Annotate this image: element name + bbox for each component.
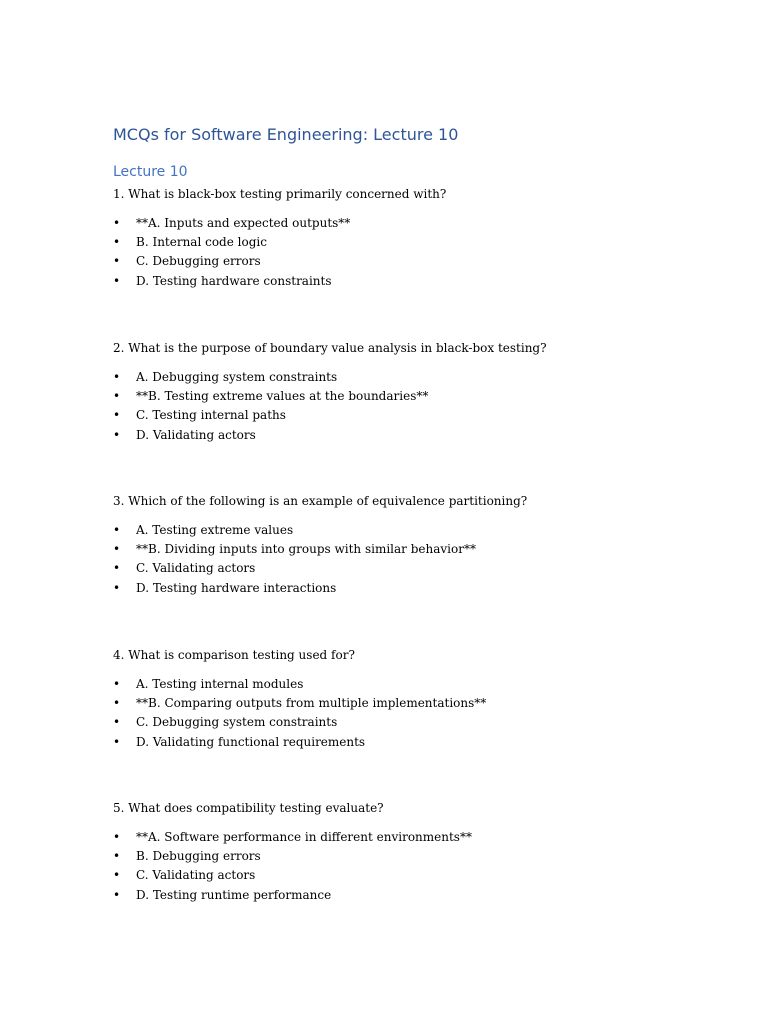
option-text: D. Testing runtime performance [136, 887, 332, 902]
question-1 [113, 184, 713, 291]
option-text: **A. Inputs and expected outputs** [136, 216, 351, 230]
question-text: 4. What is comparison testing used for? [113, 648, 355, 662]
option-text: A. Testing internal modules [136, 677, 304, 691]
option-item [113, 521, 713, 540]
bullet-icon: • [113, 580, 121, 595]
bullet-icon: • [113, 408, 121, 423]
option-item [113, 252, 713, 271]
option-text: C. Validating actors [136, 561, 256, 576]
option-text: C. Validating actors [136, 868, 256, 883]
option-text: C. Testing internal paths [136, 408, 286, 423]
option-item [113, 406, 713, 425]
option-text: D. Validating functional requirements [136, 734, 366, 749]
option-item [113, 233, 713, 252]
bullet-icon: • [113, 561, 121, 576]
option-item [113, 559, 713, 578]
question-text: 3. Which of the following is an example of equivalence partitioning? [113, 494, 528, 508]
option-item [113, 272, 713, 291]
bullet-icon: • [113, 734, 121, 749]
section-heading: Lecture 10 [113, 164, 188, 180]
option-item [113, 886, 713, 905]
option-text: C. Debugging errors [136, 254, 261, 269]
bullet-icon: • [113, 523, 121, 537]
option-text: D. Testing hardware interactions [136, 580, 337, 595]
question-text: 5. What does compatibility testing evaluate? [113, 801, 384, 815]
option-item [113, 847, 713, 866]
document-title: MCQs for Software Engineering: Lecture 10 [113, 125, 459, 144]
bullet-icon: • [113, 235, 121, 250]
option-list [113, 521, 713, 598]
bullet-icon: • [113, 696, 121, 711]
bullet-icon: • [113, 868, 121, 883]
option-list [113, 368, 713, 445]
bullet-icon: • [113, 849, 121, 864]
option-list [113, 214, 713, 291]
bullet-icon: • [113, 427, 121, 442]
option-text: B. Debugging errors [136, 849, 261, 864]
question-text: 1. What is black-box testing primarily concerned with? [113, 187, 447, 201]
question-text: 2. What is the purpose of boundary value analysis in black-box testing? [113, 341, 547, 355]
option-text: C. Debugging system constraints [136, 715, 338, 730]
option-item [113, 675, 713, 694]
bullet-icon: • [113, 254, 121, 269]
question-2 [113, 338, 713, 445]
option-item [113, 579, 713, 598]
option-text: **B. Comparing outputs from multiple implementations** [136, 696, 487, 711]
option-item [113, 540, 713, 559]
option-item [113, 368, 713, 387]
bullet-icon: • [113, 542, 121, 557]
bullet-icon: • [113, 715, 121, 730]
option-text: **B. Testing extreme values at the boundaries** [136, 389, 429, 404]
option-text: A. Debugging system constraints [136, 370, 338, 384]
option-item [113, 733, 713, 752]
bullet-icon: • [113, 830, 121, 844]
question-5 [113, 798, 713, 905]
bullet-icon: • [113, 370, 121, 384]
option-list [113, 675, 713, 752]
option-text: **B. Dividing inputs into groups with similar behavior** [136, 542, 476, 557]
option-text: D. Testing hardware constraints [136, 273, 332, 288]
option-item [113, 214, 713, 233]
option-item [113, 828, 713, 847]
option-text: **A. Software performance in different environments** [136, 830, 472, 844]
bullet-icon: • [113, 887, 121, 902]
option-item [113, 866, 713, 885]
option-text: B. Internal code logic [136, 235, 267, 250]
option-item [113, 387, 713, 406]
bullet-icon: • [113, 677, 121, 691]
question-4 [113, 645, 713, 752]
bullet-icon: • [113, 273, 121, 288]
option-item [113, 426, 713, 445]
option-text: A. Testing extreme values [136, 523, 294, 537]
option-item [113, 694, 713, 713]
option-text: D. Validating actors [136, 427, 256, 442]
option-list [113, 828, 713, 905]
question-3 [113, 491, 713, 598]
bullet-icon: • [113, 389, 121, 404]
option-item [113, 713, 713, 732]
bullet-icon: • [113, 216, 121, 230]
